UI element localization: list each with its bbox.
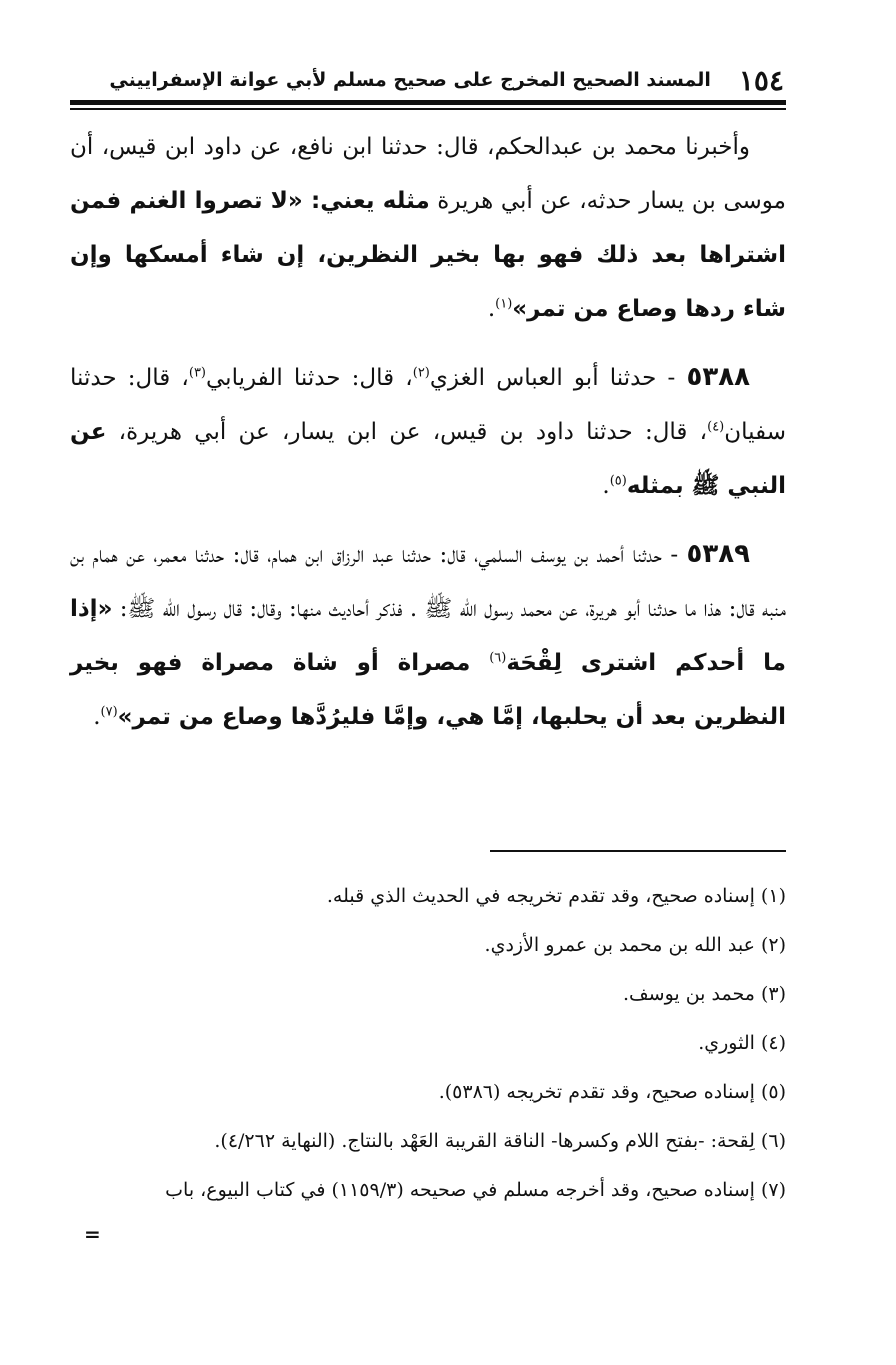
header-rule-thick: [70, 100, 786, 105]
hadith-paragraph-5388: [70, 350, 786, 513]
footnote-6: (٦) لِقحة: -بفتح اللام وكسرها- الناقة القريبة العَهْد بالنتاج. (النهاية ٤/٢٦٢).: [214, 1130, 786, 1152]
footnote-ref-7[interactable]: (٧): [100, 704, 118, 720]
narration-text: - حدثنا أحمد بن يوسف السلمي، قال: حدثنا عبد الرزاق ابن همام، قال: حدثنا معمر، عن همام بن منبه قال: هذا ما حدثنا أبو هريرة، عن محمد رسول الله ﷺ . فذكر أحاديث منها: وقال: قال رسول الله ﷺ:: [70, 542, 786, 622]
footnote-ref-1[interactable]: (١): [495, 296, 513, 312]
header-rule-thin: [70, 108, 786, 110]
footnote-4: (٤) الثوري.: [698, 1032, 786, 1054]
paragraph-continuation: [70, 120, 786, 336]
running-title: المسند الصحيح المخرج على صحيح مسلم لأبي عوانة الإسفراييني: [109, 69, 711, 91]
footnote-ref-4[interactable]: (٤): [707, 419, 725, 435]
hadith-number: ٥٣٨٩: [686, 539, 750, 569]
hadith-text-bold: «إذا ما أحدكم اشترى لِقْحَة: [70, 596, 786, 676]
footnote-ref-6[interactable]: (٦): [489, 650, 507, 666]
footnote-1: (١) إسناده صحيح، وقد تقدم تخريجه في الحديث الذي قبله.: [326, 885, 786, 907]
page-number: ١٥٤: [738, 63, 784, 97]
narration-text: ، قال: حدثنا سفيان: [70, 365, 786, 445]
sentence-end: .: [487, 296, 496, 322]
hadith-number: ٥٣٨٨: [686, 362, 750, 392]
narration-text: - حدثنا أبو العباس الغزي: [429, 365, 687, 391]
narration-text: ، قال: حدثنا الفريابي: [206, 365, 413, 391]
footnote-ref-3[interactable]: (٣): [188, 365, 206, 381]
footnote-5: (٥) إسناده صحيح، وقد تقدم تخريجه (٥٣٨٦).: [438, 1081, 786, 1103]
footnote-ref-5[interactable]: (٥): [609, 473, 627, 489]
footnote-ref-2[interactable]: (٢): [412, 365, 430, 381]
footnote-7: (٧) إسناده صحيح، وقد أخرجه مسلم في صحيحه (١١٥٩/٣) في كتاب البيوع، باب: [165, 1179, 786, 1201]
narration-text: وأخبرنا محمد بن عبدالحكم، قال: حدثنا ابن نافع، عن داود ابن قيس، أن موسى بن يسار حدثه، عن أبي هريرة: [70, 134, 786, 214]
continuation-mark: =: [84, 1222, 101, 1246]
narration-text: ، قال: حدثنا داود بن قيس، عن ابن يسار، عن أبي هريرة،: [106, 419, 708, 445]
page-header: [72, 62, 784, 98]
footnote-3: (٣) محمد بن يوسف.: [622, 983, 786, 1005]
hadith-text-bold: عن النبي ﷺ بمثله: [70, 419, 786, 499]
sentence-end: .: [93, 704, 101, 730]
hadith-text-bold: مثله يعني: «لا تصروا الغنم فمن اشتراها بعد ذلك فهو بها بخير النظرين، إن شاء أمسكها وإن شاء ردها وصاع من تمر»: [70, 188, 786, 322]
footnote-separator: [490, 850, 786, 852]
footnotes: [70, 872, 786, 1215]
hadith-paragraph-5389: [70, 527, 786, 744]
footnote-2: (٢) عبد الله بن محمد بن عمرو الأزدي.: [484, 934, 786, 956]
hadith-text-bold: مصراة أو شاة مصراة فهو بخير النظرين بعد أن يحلبها، إمَّا هي، وإمَّا فليرُدَّها وصاع من تمر»: [70, 650, 786, 730]
main-text: [70, 120, 786, 758]
sentence-end: .: [602, 473, 610, 499]
